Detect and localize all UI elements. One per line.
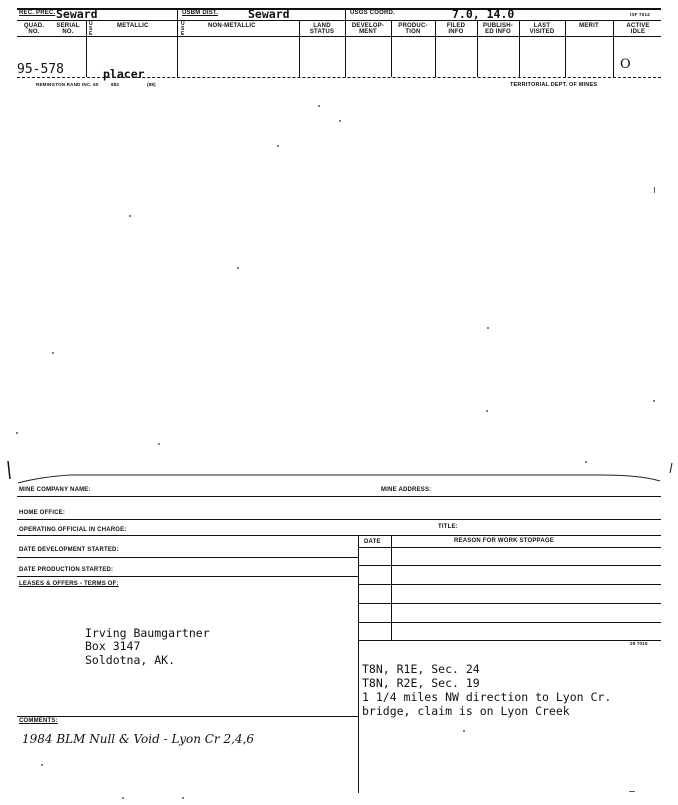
active-idle-mark: O [620, 57, 631, 72]
divider [613, 20, 614, 77]
col-merit: MERIT [579, 23, 599, 29]
metallic-value: placer [103, 67, 145, 81]
row-line [17, 576, 358, 577]
col-filed-info: FILED INFO [446, 23, 466, 35]
scan-speck [237, 267, 239, 269]
location-line-4: bridge, claim is on Lyon Creek [362, 704, 570, 718]
home-office-label: HOME OFFICE: [19, 510, 66, 516]
scan-speck [463, 730, 465, 732]
table-divider [358, 535, 359, 793]
table-row [358, 622, 661, 623]
row-line [17, 36, 661, 37]
territorial-dept: TERRITORIAL DEPT. OF MINES [510, 82, 598, 88]
col-development: DEVELOP- MENT [351, 23, 385, 35]
rec-prec-value: Seward [56, 7, 98, 21]
col-use-1: U S E [89, 21, 93, 37]
printer-code-1: 882 [111, 82, 120, 87]
col-use-2: U S E [181, 21, 185, 37]
table-row [358, 640, 661, 641]
title-label: TITLE: [438, 524, 458, 530]
quad-serial-value: 95-578 [17, 62, 64, 77]
row-line [17, 535, 661, 536]
form-number: ISF 7014 [630, 12, 650, 17]
leases-label: LEASES & OFFERS - TERMS OF: [19, 581, 119, 587]
form-number-2: 29 7015 [630, 641, 648, 646]
record-bottom-line [17, 77, 661, 78]
col-production: PRODUC- TION [398, 23, 428, 35]
operating-official-label: OPERATING OFFICIAL IN CHARGE: [19, 527, 127, 533]
scan-speck [16, 432, 18, 434]
rec-prec-label: REC. PREC. [19, 10, 56, 16]
scan-speck [122, 797, 124, 799]
col-last-visited: LAST VISITED [529, 23, 555, 35]
usbm-dist-label: USBM DIST. [182, 10, 219, 16]
row-line [17, 557, 358, 558]
usbm-dist-value: Seward [248, 7, 290, 21]
col-quad-no: QUAD. NO. [23, 23, 45, 35]
col-non-metallic: NON-METALLIC [208, 23, 256, 29]
table-row [358, 565, 661, 566]
row-line [17, 716, 358, 717]
mine-address-label: MINE ADDRESS: [381, 487, 432, 493]
scan-speck [318, 105, 320, 107]
location-line-2: T8N, R2E, Sec. 19 [362, 676, 480, 690]
col-land-status: LAND STATUS [309, 23, 335, 35]
scan-speck [277, 145, 279, 147]
location-line-1: T8N, R1E, Sec. 24 [362, 662, 480, 676]
table-row [358, 603, 661, 604]
location-line-3: 1 1/4 miles NW direction to Lyon Cr. [362, 690, 612, 704]
col-published-info: PUBLISH- ED INFO [483, 23, 513, 35]
card-top-border [17, 8, 661, 10]
owner-city: Soldotna, AK. [85, 653, 176, 667]
table-row [358, 547, 661, 548]
table-row [358, 584, 661, 585]
printer-info: REMINGTON RAND INC. 50 [36, 82, 99, 87]
row-line [17, 519, 661, 520]
comments-label: COMMENTS: [19, 718, 58, 724]
scan-speck [486, 410, 488, 412]
col-metallic: METALLIC [117, 23, 149, 29]
owner-name: Irving Baumgartner [85, 626, 210, 640]
scan-speck [653, 400, 655, 402]
date-dev-label: DATE DEVELOPMENT STARTED: [19, 547, 119, 553]
scan-speck [487, 327, 489, 329]
owner-box: Box 3147 [85, 639, 141, 653]
usgs-coord-value: 7.0, 14.0 [452, 7, 515, 21]
handwritten-comment: 1984 BLM Null & Void - Lyon Cr 2,4,6 [22, 732, 255, 746]
scan-speck [52, 352, 54, 354]
date-col-label: DATE [364, 539, 381, 545]
scan-speck [629, 791, 635, 792]
scan-speck [339, 120, 341, 122]
printer-code-2: (88) [147, 82, 156, 87]
scan-speck [158, 443, 160, 445]
scan-speck [41, 764, 43, 766]
usgs-coord-label: USGS COORD. [350, 10, 395, 16]
scan-speck [129, 215, 131, 217]
divider [86, 20, 87, 77]
date-prod-label: DATE PRODUCTION STARTED: [19, 567, 114, 573]
scan-speck [654, 187, 655, 193]
card-top-curve [0, 455, 678, 485]
mine-company-label: MINE COMPANY NAME: [19, 487, 91, 493]
col-active-idle: ACTIVE IDLE [626, 23, 650, 35]
table-divider [391, 535, 392, 640]
row-line [17, 496, 661, 497]
reason-label: REASON FOR WORK STOPPAGE [454, 538, 554, 544]
scan-speck [182, 797, 184, 799]
col-serial-no: SERIAL NO. [56, 23, 80, 35]
